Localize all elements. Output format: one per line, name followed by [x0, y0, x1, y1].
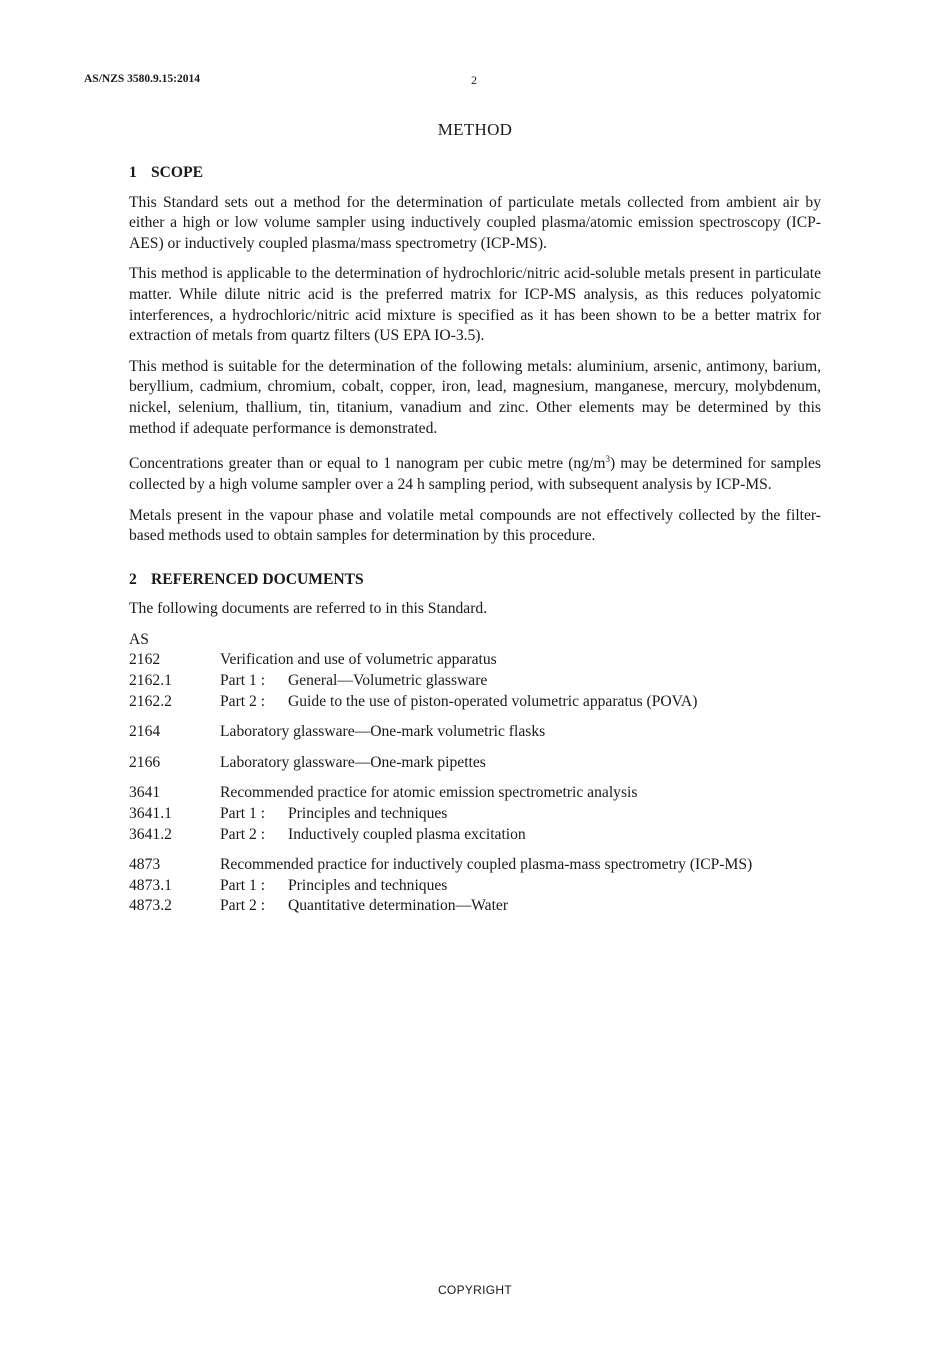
reference-title: Verification and use of volumetric apparatus: [220, 651, 497, 669]
reference-part-row: [129, 804, 821, 825]
document-body: [129, 163, 821, 927]
reference-group: [129, 650, 821, 712]
reference-part-text: [220, 692, 821, 713]
reference-part-label: Part 1 :: [220, 672, 266, 690]
scope-paragraph-4: [129, 449, 821, 495]
reference-row: [129, 855, 821, 876]
section-number: 2: [129, 570, 137, 588]
reference-code: 2162: [129, 651, 161, 669]
section-number: 1: [129, 164, 137, 181]
reference-part-title: Quantitative determination—Water: [288, 897, 509, 915]
reference-part-text: [220, 825, 821, 846]
reference-code: 4873: [129, 856, 161, 874]
reference-list: [129, 630, 821, 917]
reference-row: [129, 783, 821, 804]
reference-title: Recommended practice for atomic emission spectrometric analysis: [220, 784, 638, 802]
page-title: METHOD: [437, 120, 513, 139]
reference-title: Recommended practice for inductively coupled plasma-mass spectrometry (ICP-MS): [220, 856, 753, 874]
reference-row: [129, 753, 821, 774]
scope-p4-text-b: ) may be determined for samples collected by a high volume sampler over a 24 h sampling period, with subsequent analysis by ICP-MS.: [129, 455, 821, 493]
reference-part-label: Part 2 :: [220, 897, 266, 915]
reference-part-text: [220, 804, 821, 825]
reference-row: [129, 650, 821, 671]
reference-part-text: [220, 671, 821, 692]
reference-part-code: 2162.1: [129, 672, 172, 690]
reference-part-title: Principles and techniques: [288, 805, 448, 823]
reference-part-code: 3641.1: [129, 805, 172, 823]
section-title: SCOPE: [151, 164, 203, 181]
reference-part-row: [129, 825, 821, 846]
reference-part-row: [129, 896, 821, 917]
reference-part-title: General—Volumetric glassware: [288, 672, 488, 690]
reference-part-title: Principles and techniques: [288, 876, 448, 894]
scope-paragraph-5: Metals present in the vapour phase and volatile metal compounds are not effectively collected by the filter-based methods used to obtain samples for determination by this procedure.: [129, 506, 821, 545]
reference-part-title: Guide to the use of piston-operated volumetric apparatus (POVA): [288, 692, 698, 710]
reference-code: 2166: [129, 753, 161, 771]
scope-paragraph-3: This method is suitable for the determination of the following metals: aluminium, arsenic, antimony, barium, beryllium, cadmium, chromium, cobalt, copper, iron, lead, magnesium, manganese, mercury, molybdenum, nickel, selenium, thallium, tin, titanium, vanadium and zinc. Other elements may be determined by this method if adequate performance is demonstrated.: [129, 357, 821, 437]
reference-title: Laboratory glassware—One-mark pipettes: [220, 753, 486, 771]
scope-paragraph-1: This Standard sets out a method for the determination of particulate metals collected from ambient air by either a high or low volume sampler using inductively coupled plasma/atomic emission spectroscopy (ICP-AES) or inductively coupled plasma/mass spectrometry (ICP-MS).: [129, 193, 821, 252]
section-heading-scope: [129, 163, 821, 184]
copyright-footer: COPYRIGHT: [437, 1283, 513, 1297]
reference-part-title: Inductively coupled plasma excitation: [288, 825, 526, 843]
reference-part-label: Part 2 :: [220, 692, 266, 710]
reference-row: [129, 722, 821, 743]
reference-part-label: Part 1 :: [220, 805, 266, 823]
reference-part-row: [129, 671, 821, 692]
standard-number: AS/NZS 3580.9.15:2014: [84, 73, 200, 85]
reference-part-text: [220, 876, 821, 897]
reference-part-row: [129, 876, 821, 897]
reference-part-row: [129, 692, 821, 713]
reference-code: 2164: [129, 723, 161, 741]
reference-group: [129, 722, 821, 743]
reference-groups: [129, 650, 821, 917]
reference-part-code: 4873.2: [129, 897, 172, 915]
reference-code: 3641: [129, 784, 161, 802]
reference-part-label: Part 2 :: [220, 825, 266, 843]
section-heading-references: [129, 570, 821, 591]
reference-part-code: 4873.1: [129, 876, 172, 894]
reference-group: [129, 753, 821, 774]
reference-group: [129, 855, 821, 917]
section-referenced-documents: [129, 570, 821, 917]
reference-part-code: 2162.2: [129, 692, 172, 710]
scope-paragraph-2: This method is applicable to the determination of hydrochloric/nitric acid-soluble metals present in particulate matter. While dilute nitric acid is the preferred matrix for ICP-MS analysis, as this reduces polyatomic interferences, a hydrochloric/nitric acid mixture is specified as it has been shown to be a better matrix for extraction of metals from quartz filters (US EPA IO-3.5).: [129, 265, 821, 345]
scope-p4-text-a: Concentrations greater than or equal to 1 nanogram per cubic metre (ng/m: [129, 455, 606, 473]
reference-group: [129, 783, 821, 845]
reference-part-text: [220, 896, 821, 917]
reference-part-label: Part 1 :: [220, 876, 266, 894]
superscript: 3: [605, 454, 610, 465]
reference-title: Laboratory glassware—One-mark volumetric flasks: [220, 723, 546, 741]
section-title: REFERENCED DOCUMENTS: [151, 570, 364, 588]
section-scope: [129, 163, 821, 547]
references-intro: The following documents are referred to in this Standard.: [129, 600, 488, 618]
page-number: 2: [471, 73, 477, 87]
reference-part-code: 3641.2: [129, 825, 172, 843]
reference-organisation: AS: [129, 630, 149, 648]
